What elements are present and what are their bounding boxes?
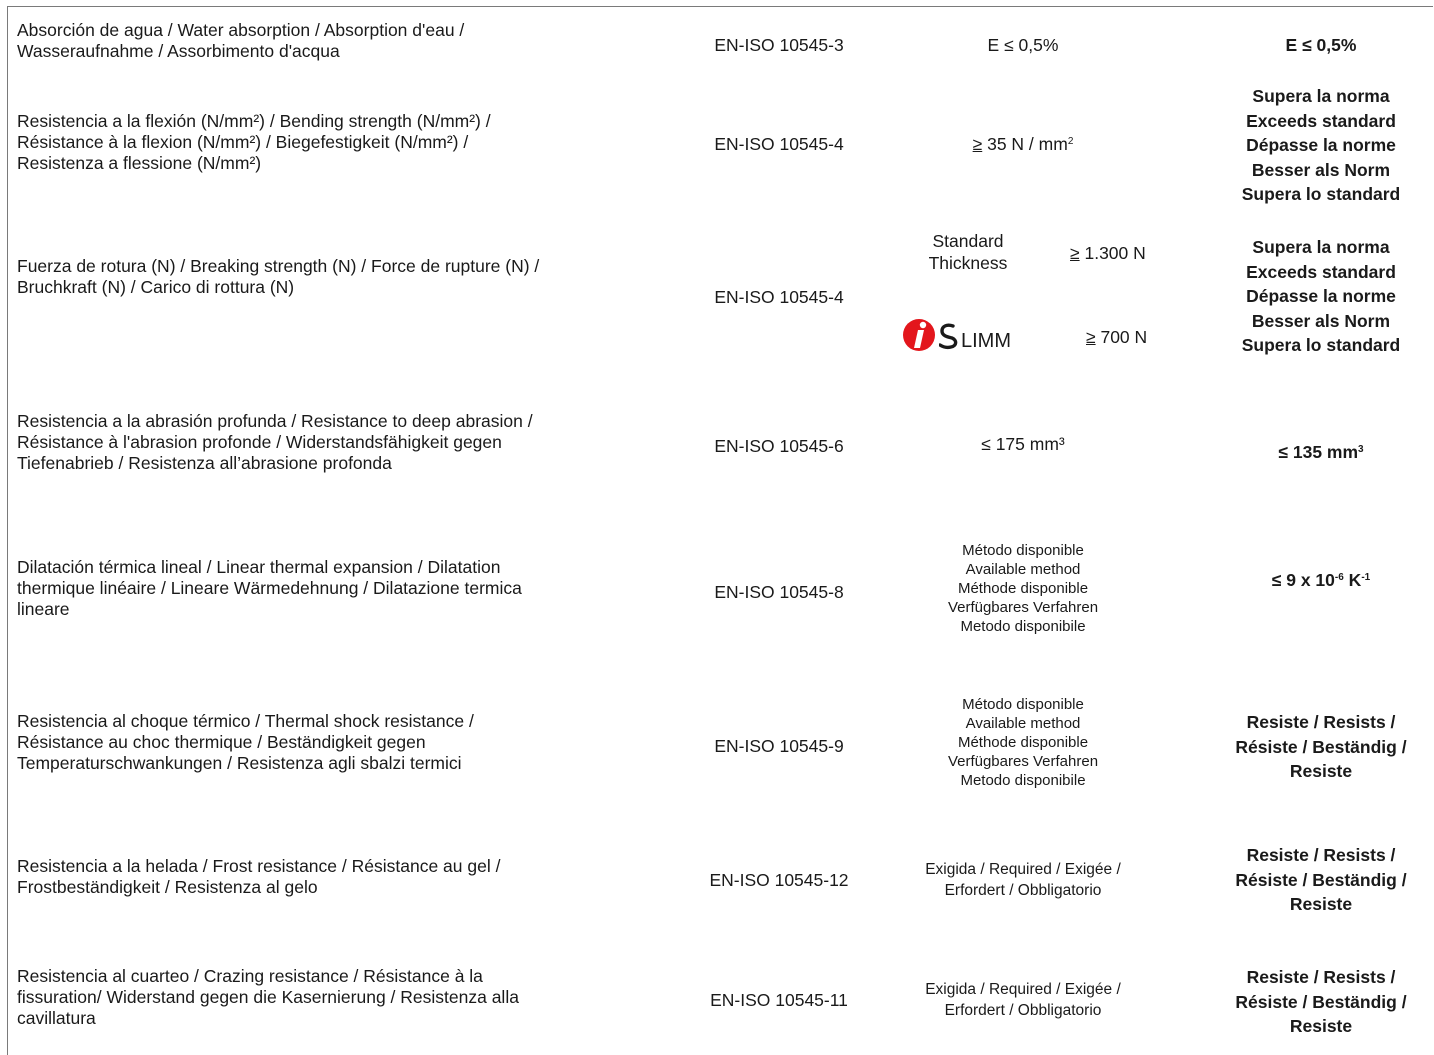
svg-text:LIMM: LIMM <box>961 330 1011 352</box>
property-cell: Dilatación térmica lineal / Linear thermal expansion / Dilatation thermique linéaire / Lineare Wärmedehnung / Dilatazione termica lineare <box>17 557 522 619</box>
property-cell: Resistencia a la abrasión profunda / Resistance to deep abrasion / Résistance à l'abrasion profonde / Widerstandsfähigkeit gegen Tiefenabrieb / Resistenza all’abrasione profonda <box>17 411 533 473</box>
value-cell: Resiste / Resists / Résiste / Beständig / Resiste <box>1235 712 1407 781</box>
requirement-cell: Exigida / Required / Exigée / Erfordert / Obbligatorio <box>925 981 1121 1019</box>
value-cell: Supera la norma Exceeds standard Dépasse la norme Besser als Norm Supera lo standard <box>1241 237 1401 355</box>
property-cell: Resistencia al cuarteo / Crazing resistance / Résistance à la fissuration/ Widerstand gegen die Kasernierung / Resistenza alla cavillatura <box>17 966 519 1028</box>
property-cell: Resistencia al choque térmico / Thermal shock resistance / Résistance au choc thermique / Beständigkeit gegen Temperaturschwankungen / Resistenza agli sbalzi termici <box>17 711 474 773</box>
slimm-value: ≥ 700 N <box>1086 327 1148 347</box>
value-cell: ≤ 9 x $10^{-6}$ $K^{-1}$ <box>1271 570 1371 590</box>
norm-cell: EN-ISO 10545-12 <box>709 870 849 890</box>
standard-thickness-label: Standard Thickness <box>928 231 1008 273</box>
value-cell: Resiste / Resists / Résiste / Beständig / Resiste <box>1235 845 1407 914</box>
slimm-logo-icon <box>901 316 1029 354</box>
property-cell: Absorción de agua / Water absorption / Absorption d'eau / Wasseraufnahme / Assorbimento d'acqua <box>17 20 465 61</box>
slimm-logo-wordmark <box>939 316 1029 354</box>
standard-thickness-value: ≥ 1.300 N <box>1070 243 1146 263</box>
norm-cell: EN-ISO 10545-6 <box>714 436 844 456</box>
value-cell: ≤ 135 $mm^3$ <box>1278 442 1364 462</box>
norm-cell: EN-ISO 10545-4 <box>714 134 844 154</box>
requirement-cell: E ≤ 0,5% <box>987 35 1059 55</box>
property-cell: Fuerza de rotura (N) / Breaking strength (N) / Force de rupture (N) / Bruchkraft (N) / Carico di rottura (N) <box>17 256 540 297</box>
requirement-cell: Método disponible Available method Méthode disponible Verfügbares Verfahren Metodo disponibile <box>947 696 1099 789</box>
slimm-logo-mark <box>901 316 939 354</box>
norm-cell: EN-ISO 10545-9 <box>714 736 844 756</box>
requirement-cell: ≤ 175 mm³ <box>981 434 1065 454</box>
requirement-cell: ≥ 35 N / $mm^2$ <box>972 134 1074 154</box>
value-cell: Supera la norma Exceeds standard Dépasse la norme Besser als Norm Supera lo standard <box>1241 86 1401 204</box>
value-cell: E ≤ 0,5% <box>1285 35 1357 55</box>
requirement-cell: Método disponible Available method Méthode disponible Verfügbares Verfahren Metodo disponibile <box>947 542 1099 635</box>
property-cell: Resistencia a la flexión (N/mm²) / Bending strength (N/mm²) / Résistance à la flexion (N/mm²) / Biegefestigkeit (N/mm²) / Resistenza a flessione (N/mm²) <box>17 111 491 173</box>
requirement-cell: Exigida / Required / Exigée / Erfordert / Obbligatorio <box>925 861 1121 899</box>
norm-cell: EN-ISO 10545-3 <box>714 35 844 55</box>
norm-cell: EN-ISO 10545-11 <box>710 990 848 1010</box>
property-cell: Resistencia a la helada / Frost resistance / Résistance au gel / Frostbeständigkeit / Resistenza al gelo <box>17 856 501 897</box>
value-cell: Resiste / Resists / Résiste / Beständig / Resiste <box>1235 967 1407 1036</box>
norm-cell: EN-ISO 10545-8 <box>714 582 844 602</box>
norm-cell: EN-ISO 10545-4 <box>714 287 844 307</box>
